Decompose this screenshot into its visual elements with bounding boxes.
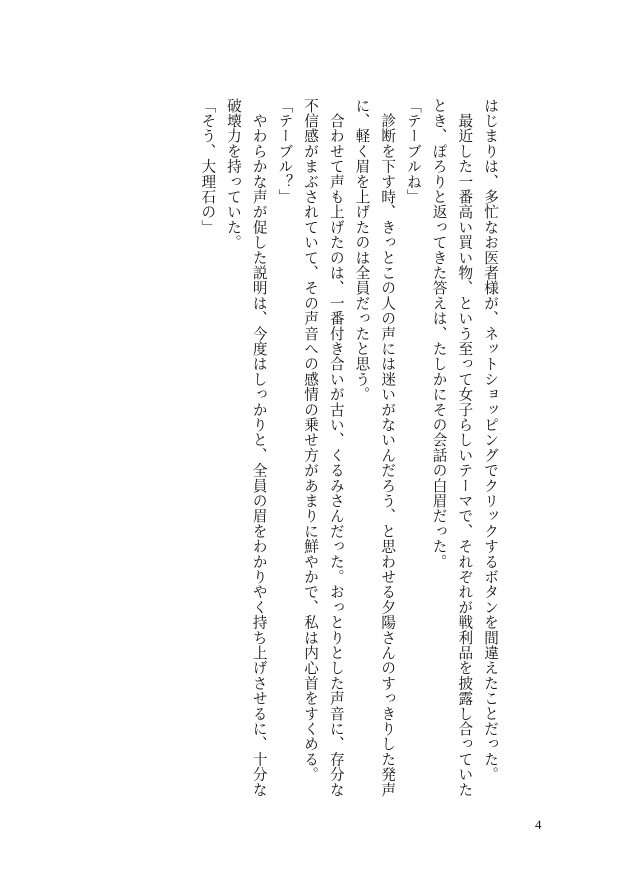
paragraph-5: 合わせて声も上げたのは、一番付き合いが古い、くるみさんだった。おっとりとした声音に、存分な不信感がまぶされていて、その声音への感情の乗せ方があまりに鮮やかで、私は内心首をすくめる。: [302, 98, 345, 798]
paragraph-4: 診断を下す時、きっとこの人の声には迷いがないんだろう、と思わせる夕陽さんのすっきりした発声に、軽く眉を上げたのは全員だったと思う。: [353, 98, 397, 798]
paragraph-8: 「そう、大理石の」: [199, 98, 217, 235]
paragraph-3: 「テーブルね」: [404, 98, 422, 205]
body-text: [195, 98, 503, 810]
paragraph-2: 最近した一番高い買い物、という至って女子らしいテーマで、それぞれが戦利品を披露し合っていたとき、ぽろりと返ってきた答えは、たしかにその会話の白眉だった。: [430, 98, 474, 798]
paragraph-6: 「テーブル？」: [276, 98, 294, 205]
paragraph-7: やわらかな声が促した説明は、今度はしっかりと、全員の眉をわかりやく持ち上げさせるに、十分な破壊力を持っていた。: [224, 98, 268, 798]
page-number: 4: [535, 817, 542, 832]
paragraph-1: はじまりは、多忙なお医者様が、ネットショッピングでクリックするボタンを間違えたことだった。: [482, 98, 499, 782]
